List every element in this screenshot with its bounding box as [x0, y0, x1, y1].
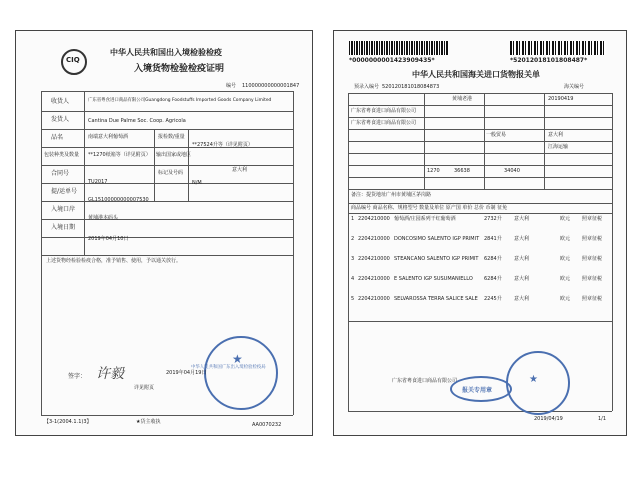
barcode-left	[349, 41, 449, 55]
prep-no-label: 预录入编号	[354, 84, 380, 90]
row-label-origin: 输出国家或地区	[156, 152, 192, 158]
footer-copy: ★货主收执	[136, 419, 161, 425]
packages: 1270	[427, 168, 440, 174]
item-currency: 欧元	[560, 256, 571, 262]
row-label-consignee: 收货人	[51, 98, 70, 105]
remarks: 备注：提货地址广州市黄埔区茅岗路	[351, 192, 432, 198]
official-stamp	[204, 336, 278, 410]
item-currency: 欧元	[560, 216, 571, 222]
stamp-star-icon: ★	[529, 374, 538, 385]
declaration-stamp-text: 报关专用章	[462, 387, 493, 394]
item-mode: 照章征税	[582, 256, 603, 262]
item-country: 意大利	[514, 216, 530, 222]
row-value-marks: N/M	[192, 180, 202, 186]
row-value-consignor: Cantina Due Palme Soc. Coop. Agricola	[88, 118, 186, 124]
item-country: 意大利	[514, 256, 530, 262]
row-value-date: 2019年04月10日	[88, 236, 129, 242]
port: 黄埔老港	[452, 96, 473, 102]
item-currency: 欧元	[560, 276, 571, 282]
consignee: 广东省粤食进口商品有限公司	[351, 108, 417, 114]
row-label-marks: 标记及号码	[158, 170, 184, 176]
item-code: 2204210000	[358, 296, 390, 302]
row-value-origin: 意大利	[232, 167, 248, 173]
barcode-left-text: *0000000001423909435*	[349, 57, 435, 64]
item-name: DONCOSIMO SALENTO IGP PRIMIT	[394, 236, 480, 242]
row-value-packaging: **1270纸箱等（详见附页）	[88, 152, 151, 158]
row-value-contract: TU2017	[88, 179, 108, 185]
item-qty: 2732升	[484, 216, 502, 222]
certificate-statement: 上述货物经检验检疫合格，准予销售、使用，予以通关放行。	[46, 258, 182, 264]
row-label-quantity: 报检数/重量	[158, 134, 185, 140]
footer-serial: AA0070232	[252, 422, 282, 428]
barcode-right	[510, 41, 606, 55]
item-name: SELVAROSSA TERRA SALICE SALE	[394, 296, 478, 302]
left-number-value: 110000000000001847	[242, 83, 300, 89]
stamp-star-icon: ★	[232, 352, 243, 366]
item-code: 2204210000	[358, 276, 390, 282]
item-qty: 2841升	[484, 236, 502, 242]
footer-form-no: 【3-1(2004.1.1)3】	[44, 419, 92, 425]
items-header: 商品编号 商品名称、规格型号 数量及单位 原产国 单价 总价 币制 征免	[351, 205, 508, 211]
issue-date: 2019年04月19日	[166, 370, 207, 376]
declare-date: 20190419	[548, 96, 574, 102]
item-code: 2204210000	[358, 236, 390, 242]
row-label-packaging: 包装种类及数量	[44, 152, 80, 158]
row-value-product: 南端意大利葡萄酒	[88, 134, 129, 140]
item-no: 3	[351, 256, 355, 262]
signature: 许毅	[96, 366, 124, 382]
item-qty: 2245升	[484, 296, 502, 302]
official-stamp-text: 中华人民共和国广东出入境检验检疫局	[191, 365, 266, 370]
transport: 江海运输	[548, 144, 569, 150]
company: 广东省粤食进口商品有限公司	[351, 120, 417, 126]
ciq-logo-mark: CIQ	[66, 56, 80, 64]
left-number-label: 编号	[226, 83, 237, 89]
item-country: 意大利	[514, 276, 530, 282]
footer-date: 2019/04/19	[534, 416, 563, 422]
item-no: 1	[351, 216, 355, 222]
row-value-bl: GL15100000000007530	[88, 197, 149, 203]
page-number: 1/1	[598, 416, 607, 422]
trade-mode: 一般贸易	[486, 132, 507, 138]
item-mode: 照章征税	[582, 296, 603, 302]
item-name: STEANCANO SALENTO IGP PRIMIT	[394, 256, 479, 262]
item-name: 葡萄酒/庄园系列干红葡萄酒	[394, 216, 456, 222]
item-code: 2204210000	[358, 256, 390, 262]
row-value-quantity: **27524升等（详见附页）	[192, 142, 253, 148]
prep-no: 520120181018084873	[382, 84, 440, 90]
customs-no-label: 海关编号	[564, 84, 585, 90]
item-country: 意大利	[514, 296, 530, 302]
declaration-stamp-round	[506, 351, 570, 415]
item-currency: 欧元	[560, 296, 571, 302]
declarant: 广东省粤食进口商品有限公司	[392, 378, 458, 384]
left-title-1: 中华人民共和国出入境检验检疫	[110, 48, 222, 57]
item-country: 意大利	[514, 236, 530, 242]
item-no: 2	[351, 236, 355, 242]
item-qty: 6284升	[484, 276, 502, 282]
item-currency: 欧元	[560, 236, 571, 242]
row-label-product: 品名	[51, 134, 64, 141]
item-qty: 6284升	[484, 256, 502, 262]
row-label-contract: 合同号	[51, 170, 70, 177]
signature-label: 签字：	[68, 373, 87, 380]
inspection-certificate	[15, 30, 313, 436]
row-label-consignor: 发货人	[51, 116, 70, 123]
net-weight: 34040	[504, 168, 520, 174]
item-name: E SALENTO IGP SUSUMANIELLO	[394, 276, 473, 282]
item-mode: 照章征税	[582, 236, 603, 242]
gross-weight: 36638	[454, 168, 470, 174]
right-title: 中华人民共和国海关进口货物报关单	[412, 70, 540, 79]
customs-declaration	[333, 30, 627, 436]
barcode-right-text: *52012018101808487*	[510, 57, 588, 64]
note-attached: 详见附页	[134, 385, 155, 391]
row-label-port: 入境口岸	[51, 206, 76, 213]
origin-country: 意大利	[548, 132, 564, 138]
item-no: 4	[351, 276, 355, 282]
item-code: 2204210000	[358, 216, 390, 222]
left-title-2: 入境货物检验检疫证明	[134, 64, 225, 74]
item-mode: 照章征税	[582, 276, 603, 282]
row-label-date: 入境日期	[51, 224, 76, 231]
row-value-consignee: 广东省粤食进口商品有限公司Guangdong Foodstuffs Imported Goods Company Limited	[88, 98, 272, 103]
row-label-bl: 提/运单号	[51, 188, 78, 195]
item-mode: 照章征税	[582, 216, 603, 222]
row-value-port: 黄埔港本码头	[88, 215, 119, 221]
item-no: 5	[351, 296, 355, 302]
